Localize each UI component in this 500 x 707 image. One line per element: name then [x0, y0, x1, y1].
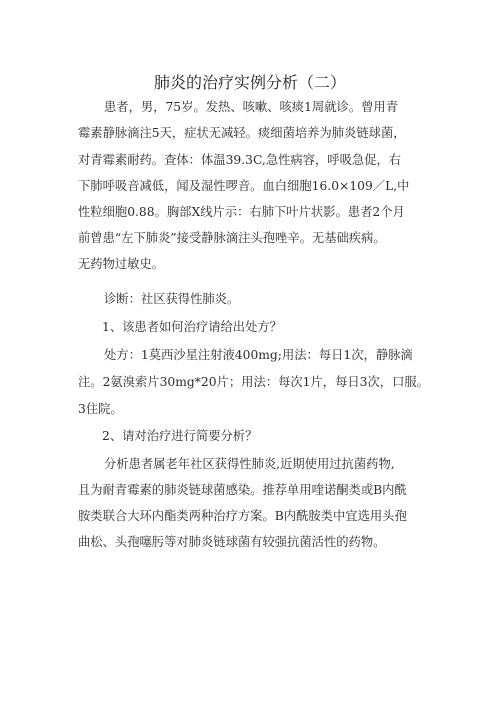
prescription-line: 注。2氨溴索片30mg*20片；用法：每次1片，每日3次，口服。: [78, 375, 429, 389]
analysis-line: 胺类联合大环内酯类两种治疗方案。B内酰胺类中宜选用头孢: [78, 509, 407, 523]
case-line: 前曾患“左下肺炎”接受静脉滴注头孢唑辛。无基础疾病。: [78, 231, 386, 245]
question-1: 1、该患者如何治疗请给出处方？: [102, 320, 282, 334]
document-title: 肺炎的治疗实例分析（二）: [153, 73, 346, 92]
case-line: 霉素静脉滴注5天，症状无减轻。痰细菌培养为肺炎链球菌，: [78, 126, 406, 140]
case-line: 对青霉素耐药。查体：体温39.3C,急性病容，呼吸急促，右: [78, 153, 402, 167]
analysis-line: 曲松、头孢噻肟等对肺炎链球菌有较强抗菌活性的药物。: [78, 535, 386, 549]
analysis-line: 分析患者属老年社区获得性肺炎,近期使用过抗菌药物,: [104, 457, 395, 471]
analysis-line: 且为耐青霉素的肺炎链球菌感染。推荐单用喹诺酮类或B内酰: [78, 483, 407, 497]
diagnosis-text: 诊断：社区获得性肺炎。: [104, 292, 240, 306]
case-line: 无药物过敏史。: [78, 257, 165, 271]
prescription-line: 处方：1莫西沙星注射液400mg;用法：每日1次，静脉滴: [104, 348, 413, 362]
prescription-line: 3住院。: [78, 402, 123, 416]
question-2: 2、请对治疗进行简要分析？: [102, 429, 258, 443]
case-line: 下肺呼吸音减低，闻及湿性啰音。血白细胞16.0×109／L,中: [78, 179, 410, 193]
case-line: 性粒细胞0.88。胸部X线片示：右肺下叶片状影。患者2个月: [78, 205, 405, 219]
case-line: 患者，男，75岁。发热、咳嗽、咳痰1周就诊。曾用青: [104, 100, 399, 114]
